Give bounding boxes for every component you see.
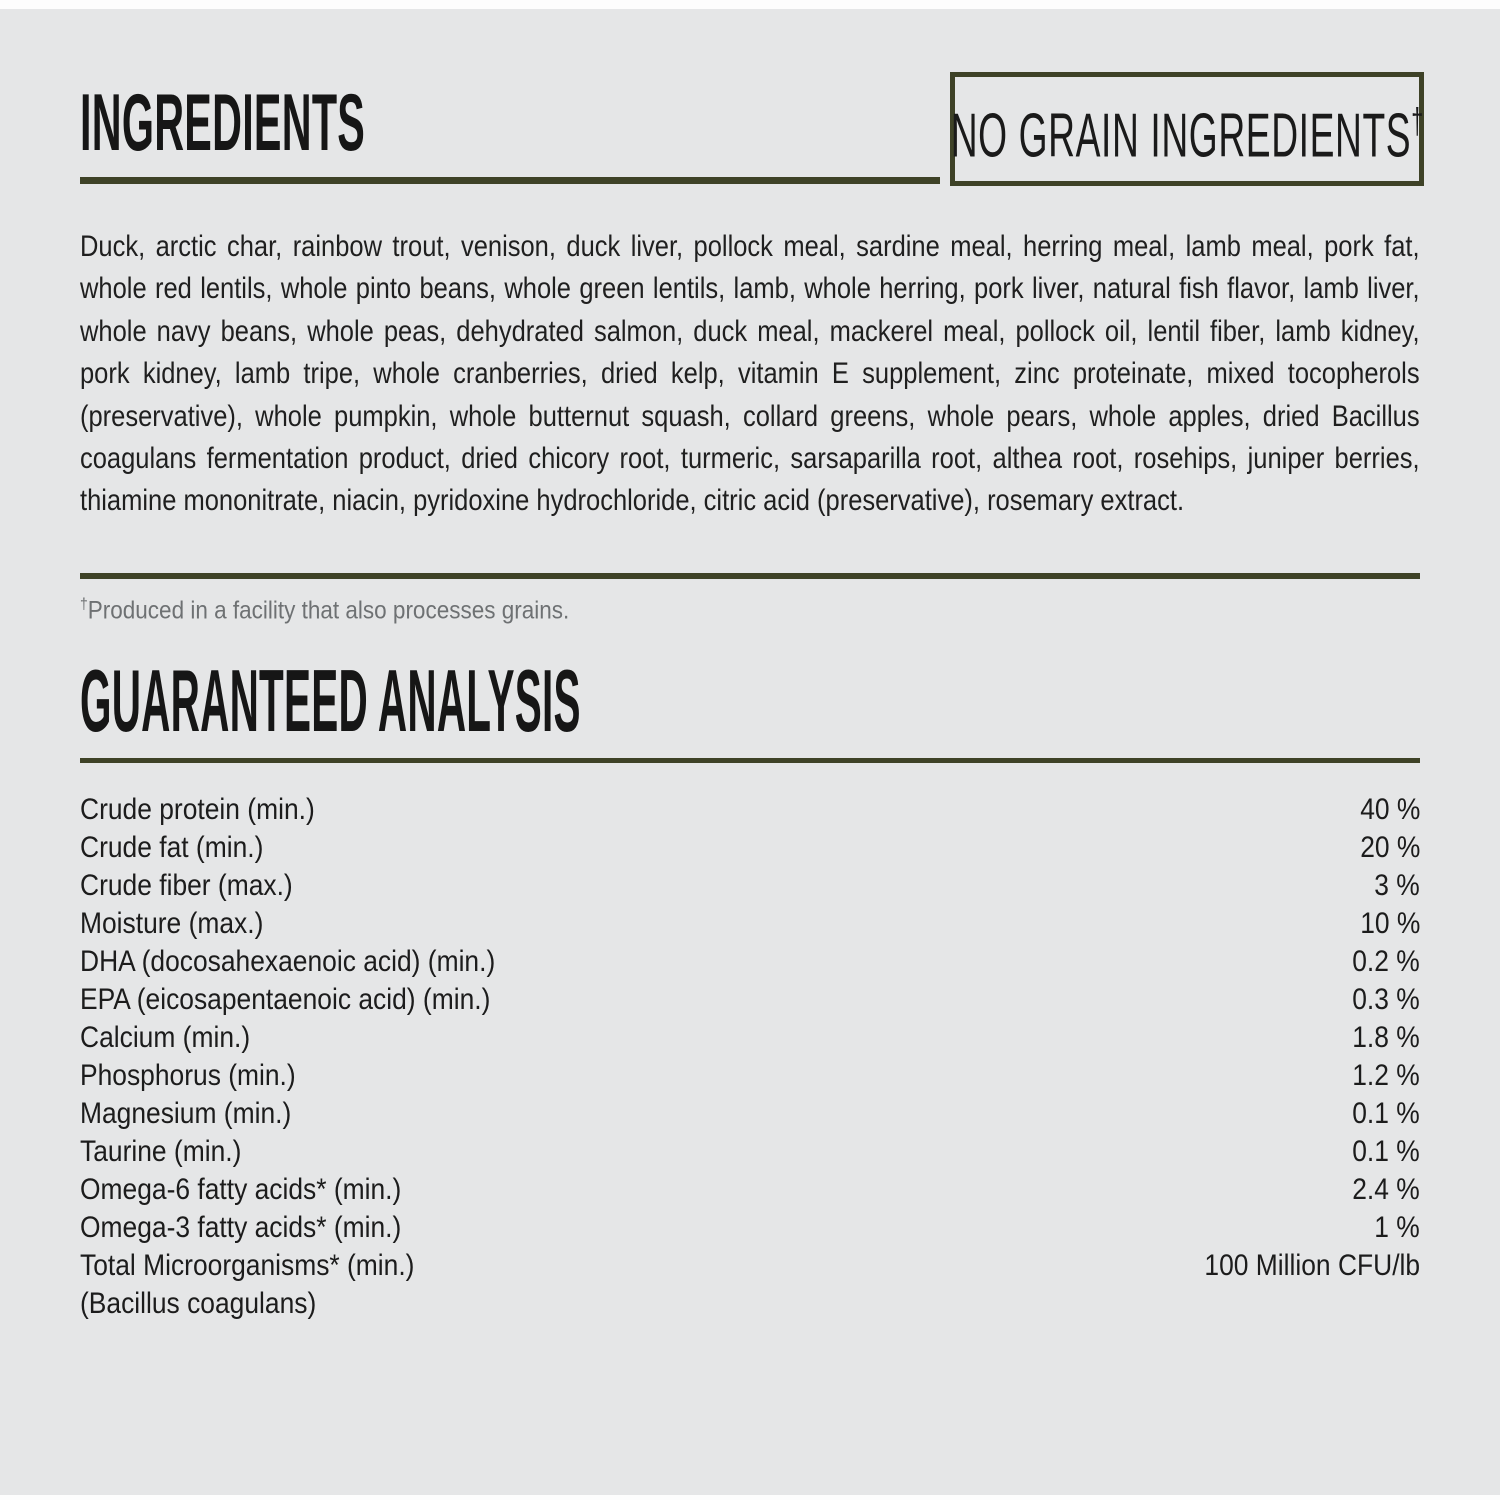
analysis-value: 40 %	[1359, 793, 1420, 826]
no-grain-badge-dagger: †	[1410, 100, 1424, 142]
analysis-row-omega3	[80, 1209, 1420, 1247]
analysis-label: Omega-6 fatty acids* (min.)	[80, 1173, 402, 1206]
analysis-row-crude-fiber	[80, 867, 1420, 905]
footnote-body: Produced in a facility that also processes grains.	[87, 596, 570, 625]
analysis-label: Crude protein (min.)	[80, 793, 315, 826]
analysis-value: 1.8 %	[1352, 1021, 1420, 1054]
analysis-row-calcium	[80, 1019, 1420, 1057]
analysis-row-taurine	[80, 1133, 1420, 1171]
analysis-label: Crude fiber (max.)	[80, 869, 293, 902]
analysis-label-line1: Total Microorganisms* (min.)	[80, 1249, 415, 1282]
guaranteed-analysis-divider	[80, 758, 1420, 763]
analysis-row-crude-fat	[80, 829, 1420, 867]
analysis-row-dha	[80, 943, 1420, 981]
no-grain-badge-label	[950, 90, 1424, 171]
guaranteed-analysis-title	[80, 651, 1168, 750]
analysis-row-phosphorus	[80, 1057, 1420, 1095]
analysis-label: DHA (docosahexaenoic acid) (min.)	[80, 945, 496, 978]
ingredients-divider	[80, 177, 940, 184]
footnote-dagger: †	[80, 596, 88, 613]
analysis-row-magnesium	[80, 1095, 1420, 1133]
grain-facility-footnote-text	[80, 590, 569, 626]
analysis-value: 100 Million CFU/lb	[1204, 1249, 1420, 1282]
analysis-label: Taurine (min.)	[80, 1135, 242, 1168]
analysis-value: 20 %	[1359, 831, 1420, 864]
analysis-row-crude-protein	[80, 791, 1420, 829]
analysis-value: 10 %	[1359, 907, 1420, 940]
analysis-label	[80, 1247, 414, 1323]
no-grain-badge	[950, 72, 1424, 186]
analysis-value: 2.4 %	[1352, 1173, 1420, 1206]
analysis-label: Omega-3 fatty acids* (min.)	[80, 1211, 402, 1244]
analysis-label: Calcium (min.)	[80, 1021, 251, 1054]
analysis-label: Crude fat (min.)	[80, 831, 264, 864]
footnote-divider	[80, 573, 1420, 579]
page-edge-bottom	[0, 1495, 1500, 1500]
analysis-row-moisture	[80, 905, 1420, 943]
analysis-value: 0.1 %	[1352, 1135, 1420, 1168]
analysis-label: Phosphorus (min.)	[80, 1059, 296, 1092]
analysis-row-total-microorganisms	[80, 1247, 1420, 1323]
analysis-label-line2: (Bacillus coagulans)	[80, 1287, 317, 1320]
analysis-label: Magnesium (min.)	[80, 1097, 292, 1130]
guaranteed-analysis-table	[80, 791, 1420, 1323]
page-edge-top	[0, 0, 1500, 9]
analysis-value: 0.2 %	[1352, 945, 1420, 978]
analysis-label: EPA (eicosapentaenoic acid) (min.)	[80, 983, 491, 1016]
guaranteed-analysis-title-text: GUARANTEED ANALYSIS	[80, 651, 581, 750]
analysis-label: Moisture (max.)	[80, 907, 264, 940]
grain-facility-footnote	[80, 590, 624, 626]
analysis-value: 1.2 %	[1352, 1059, 1420, 1092]
analysis-row-omega6	[80, 1171, 1420, 1209]
analysis-value: 0.1 %	[1352, 1097, 1420, 1130]
ingredients-title	[80, 78, 639, 168]
no-grain-badge-text: NO GRAIN INGREDIENTS	[950, 101, 1411, 171]
analysis-value: 0.3 %	[1352, 983, 1420, 1016]
ingredients-text: Duck, arctic char, rainbow trout, venison, duck liver, pollock meal, sardine meal, herring meal, lamb meal, pork fat, whole red lentils, whole pinto beans, whole green lentils, lamb, whole herring, pork liver, natural fish flavor, lamb liver, whole navy beans, whole peas, dehydrated salmon, duck meal, mackerel meal, pollock oil, lentil fiber, lamb kidney, pork kidney, lamb tripe, whole cranberries, dried kelp, vitamin E supplement, zinc proteinate, mixed tocopherols (preservative), whole pumpkin, whole butternut squash, collard greens, whole pears, whole apples, dried Bacillus coagulans fermentation product, dried chicory root, turmeric, sarsaparilla root, althea root, rosehips, juniper berries, thiamine mononitrate, niacin, pyridoxine hydrochloride, citric acid (preservative), rosemary extract.	[80, 230, 1420, 518]
analysis-value: 1 %	[1374, 1211, 1420, 1244]
ingredients-title-text: INGREDIENTS	[80, 78, 366, 168]
analysis-row-epa	[80, 981, 1420, 1019]
analysis-value: 3 %	[1374, 869, 1420, 902]
